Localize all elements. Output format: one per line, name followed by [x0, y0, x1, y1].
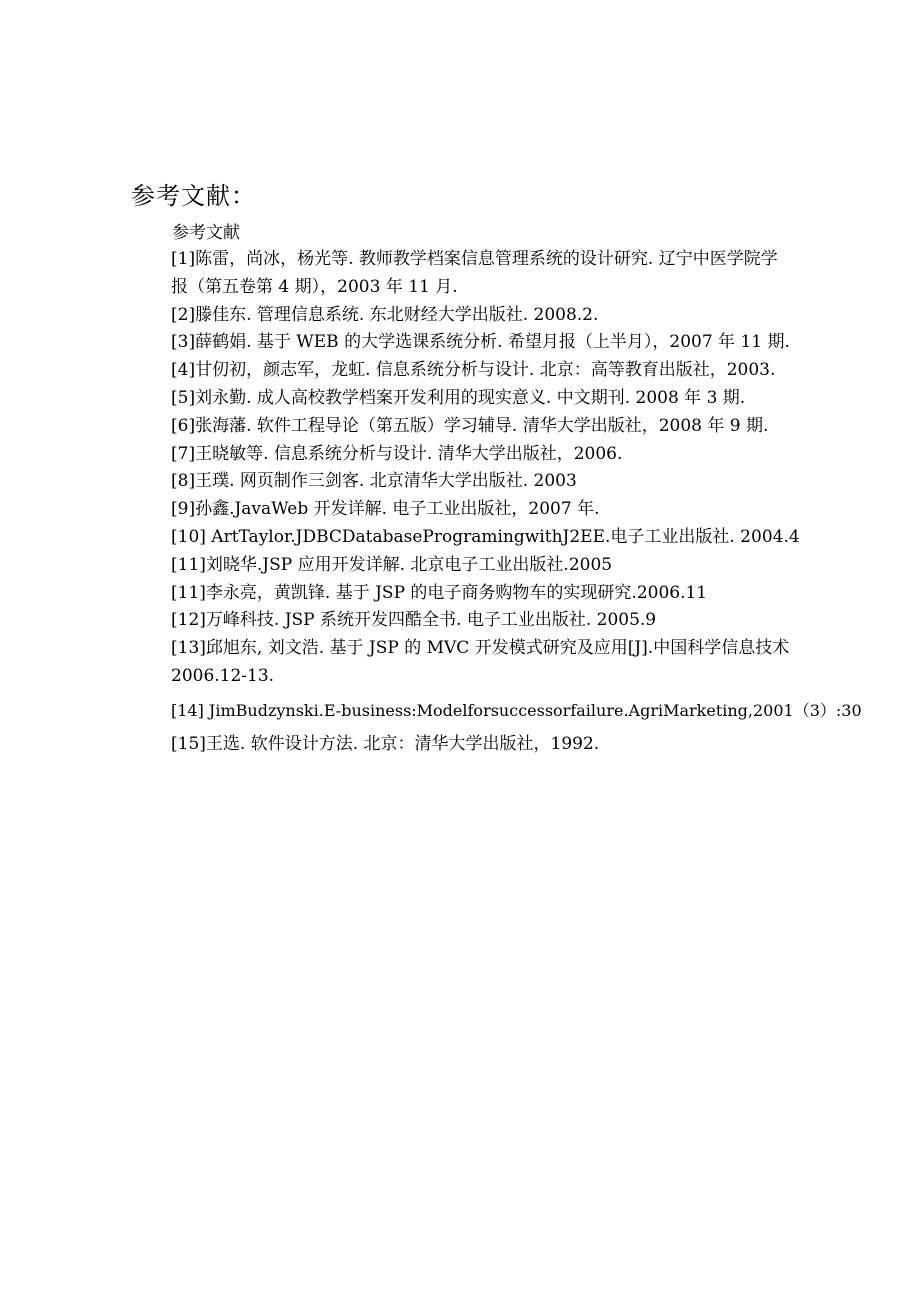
reference-item-8	[171, 468, 861, 496]
reference-text: [14] JimBudzynski.E-business:Modelforsuccessorfailure.AgriMarketing,2001（3）:30	[171, 700, 862, 720]
reference-text: [4]甘仞初，颜志军，龙虹. 信息系统分析与设计. 北京：高等教育出版社，2003.	[171, 360, 776, 381]
reference-item-1	[171, 246, 861, 302]
reference-text-continued: 2006.12-13.	[171, 665, 275, 686]
reference-text: [2]滕佳东. 管理信息系统. 东北财经大学出版社. 2008.2.	[171, 304, 599, 325]
reference-text: [1]陈雷，尚冰，杨光等. 教师教学档案信息管理系统的设计研究. 辽宁中医学院学	[171, 249, 778, 269]
reference-text: [7]王晓敏等. 信息系统分析与设计. 清华大学出版社，2006.	[171, 443, 623, 464]
reference-text: [15]王选. 软件设计方法. 北京：清华大学出版社，1992.	[171, 733, 600, 754]
reference-text: [8]王璞. 网页制作三剑客. 北京清华大学出版社. 2003	[171, 471, 577, 492]
reference-text: [12]万峰科技. JSP 系统开发四酷全书. 电子工业出版社. 2005.9	[171, 610, 657, 631]
reference-text: [5]刘永勤. 成人高校教学档案开发利用的现实意义. 中文期刊. 2008 年 3 期.	[171, 387, 746, 408]
reference-item-11b	[171, 580, 861, 608]
reference-item-9	[171, 496, 861, 524]
reference-item-10	[171, 524, 861, 552]
reference-item-14	[171, 697, 861, 725]
reference-item-4	[171, 357, 861, 385]
reference-text-continued: 报（第五卷第 4 期），2003 年 11 月.	[171, 276, 458, 297]
reference-item-7	[171, 441, 861, 469]
reference-text: [6]张海藩. 软件工程导论（第五版）学习辅导. 清华大学出版社，2008 年 9 期.	[171, 415, 769, 436]
reference-item-13	[171, 635, 861, 691]
reference-item-15	[171, 731, 861, 759]
reference-text: [3]薛鹤娟. 基于 WEB 的大学选课系统分析. 希望月报（上半月），2007 年 11 期.	[171, 332, 790, 353]
reference-text: [11]刘晓华.JSP 应用开发详解. 北京电子工业出版社.2005	[171, 554, 613, 575]
reference-text: [11]李永亮，黄凯锋. 基于 JSP 的电子商务购物车的实现研究.2006.11	[171, 582, 708, 603]
reference-item-11	[171, 552, 861, 580]
reference-list	[171, 246, 861, 758]
reference-item-6	[171, 413, 861, 441]
references-heading: 参考文献：	[131, 182, 256, 210]
references-subheading: 参考文献	[172, 223, 240, 243]
reference-text: [13]邱旭东, 刘文浩. 基于 JSP 的 MVC 开发模式研究及应用[J].中国科学信息技术	[171, 638, 790, 659]
reference-item-12	[171, 607, 861, 635]
reference-text: [9]孙鑫.JavaWeb 开发详解. 电子工业出版社，2007 年.	[171, 499, 600, 520]
reference-item-3	[171, 329, 861, 357]
reference-text: [10] ArtTaylor.JDBCDatabaseProgramingwithJ2EE.电子工业出版社. 2004.4	[171, 526, 800, 547]
reference-item-2	[171, 302, 861, 330]
reference-item-5	[171, 385, 861, 413]
